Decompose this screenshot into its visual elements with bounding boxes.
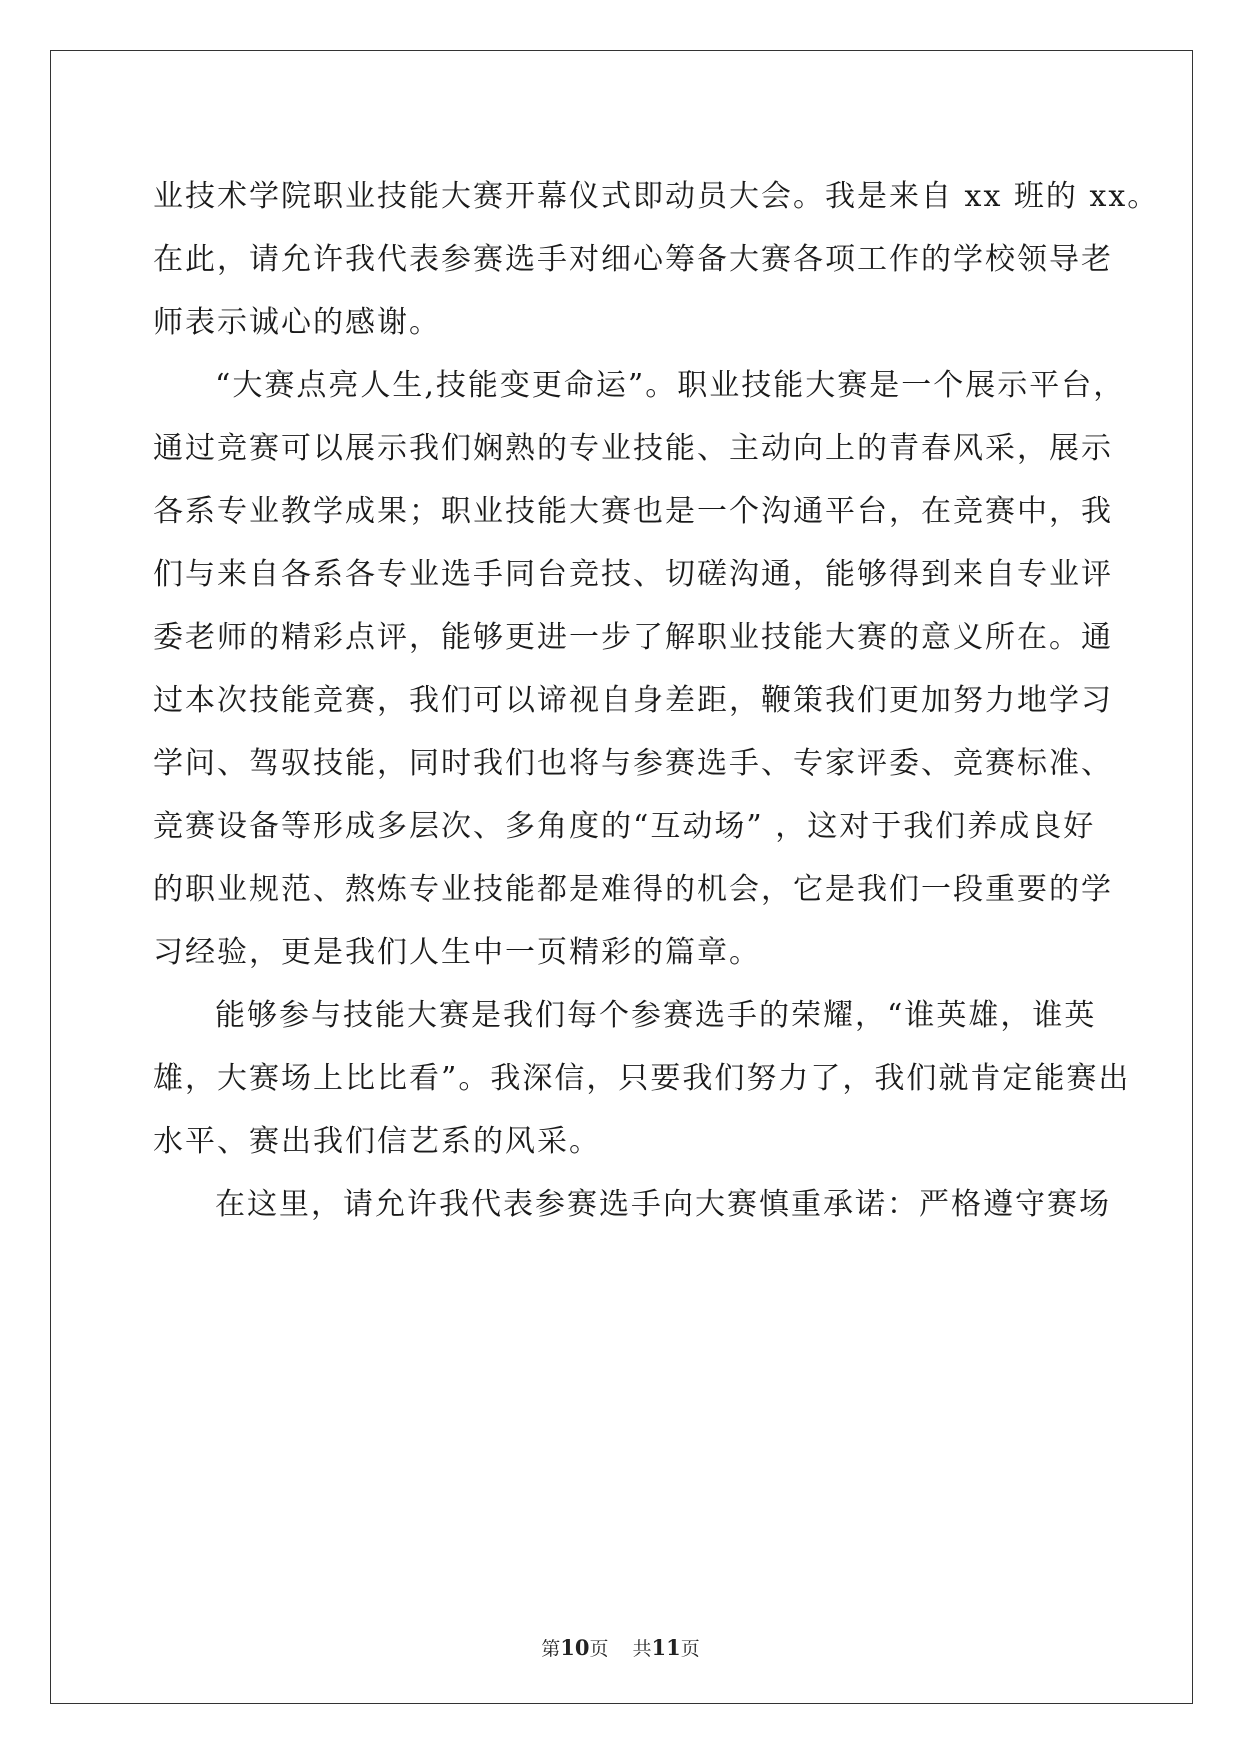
text-line: 雄，大赛场上比比看”。我深信，只要我们努力了，我们就肯定能赛出 xyxy=(153,1061,1131,1096)
text-line: 的职业规范、熬炼专业技能都是难得的机会，它是我们一段重要的学 xyxy=(153,872,1113,907)
footer-page-word: 页 xyxy=(589,1638,609,1660)
footer-page-total: 11 xyxy=(651,1635,681,1660)
text-line: 学问、驾驭技能，同时我们也将与参赛选手、专家评委、竞赛标准、 xyxy=(153,746,1113,781)
text-line: 业技术学院职业技能大赛开幕仪式即动员大会。我是来自 xx 班的 xx。 xyxy=(153,179,1160,214)
text-line: 过本次技能竞赛，我们可以谛视自身差距，鞭策我们更加努力地学习 xyxy=(153,683,1113,718)
footer-page-prefix: 第 xyxy=(541,1638,561,1660)
text-line: 在这里，请允许我代表参赛选手向大赛慎重承诺：严格遵守赛场 xyxy=(215,1187,1111,1222)
footer-total-prefix: 共 xyxy=(632,1638,652,1660)
text-line: 竞赛设备等形成多层次、多角度的“互动场” ，这对于我们养成良好 xyxy=(153,809,1096,844)
text-line: 习经验，更是我们人生中一页精彩的篇章。 xyxy=(153,935,761,970)
text-line: 们与来自各系各专业选手同台竞技、切磋沟通，能够得到来自专业评 xyxy=(153,557,1113,592)
text-line: 各系专业教学成果；职业技能大赛也是一个沟通平台，在竞赛中，我 xyxy=(153,494,1113,529)
footer-page-current: 10 xyxy=(560,1635,590,1660)
text-line: 能够参与技能大赛是我们每个参赛选手的荣耀，“谁英雄，谁英 xyxy=(215,998,1097,1033)
page-footer xyxy=(0,1634,1241,1661)
text-line: 水平、赛出我们信艺系的风采。 xyxy=(153,1124,601,1159)
text-line: 师表示诚心的感谢。 xyxy=(153,305,441,340)
text-line: “大赛点亮人生,技能变更命运”。职业技能大赛是一个展示平台， xyxy=(215,368,1126,403)
footer-total-word: 页 xyxy=(680,1638,700,1660)
document-body xyxy=(153,165,1160,1236)
text-line: 在此，请允许我代表参赛选手对细心筹备大赛各项工作的学校领导老 xyxy=(153,242,1113,277)
text-line: 通过竞赛可以展示我们娴熟的专业技能、主动向上的青春风采，展示 xyxy=(153,431,1113,466)
text-line: 委老师的精彩点评，能够更进一步了解职业技能大赛的意义所在。通 xyxy=(153,620,1113,655)
